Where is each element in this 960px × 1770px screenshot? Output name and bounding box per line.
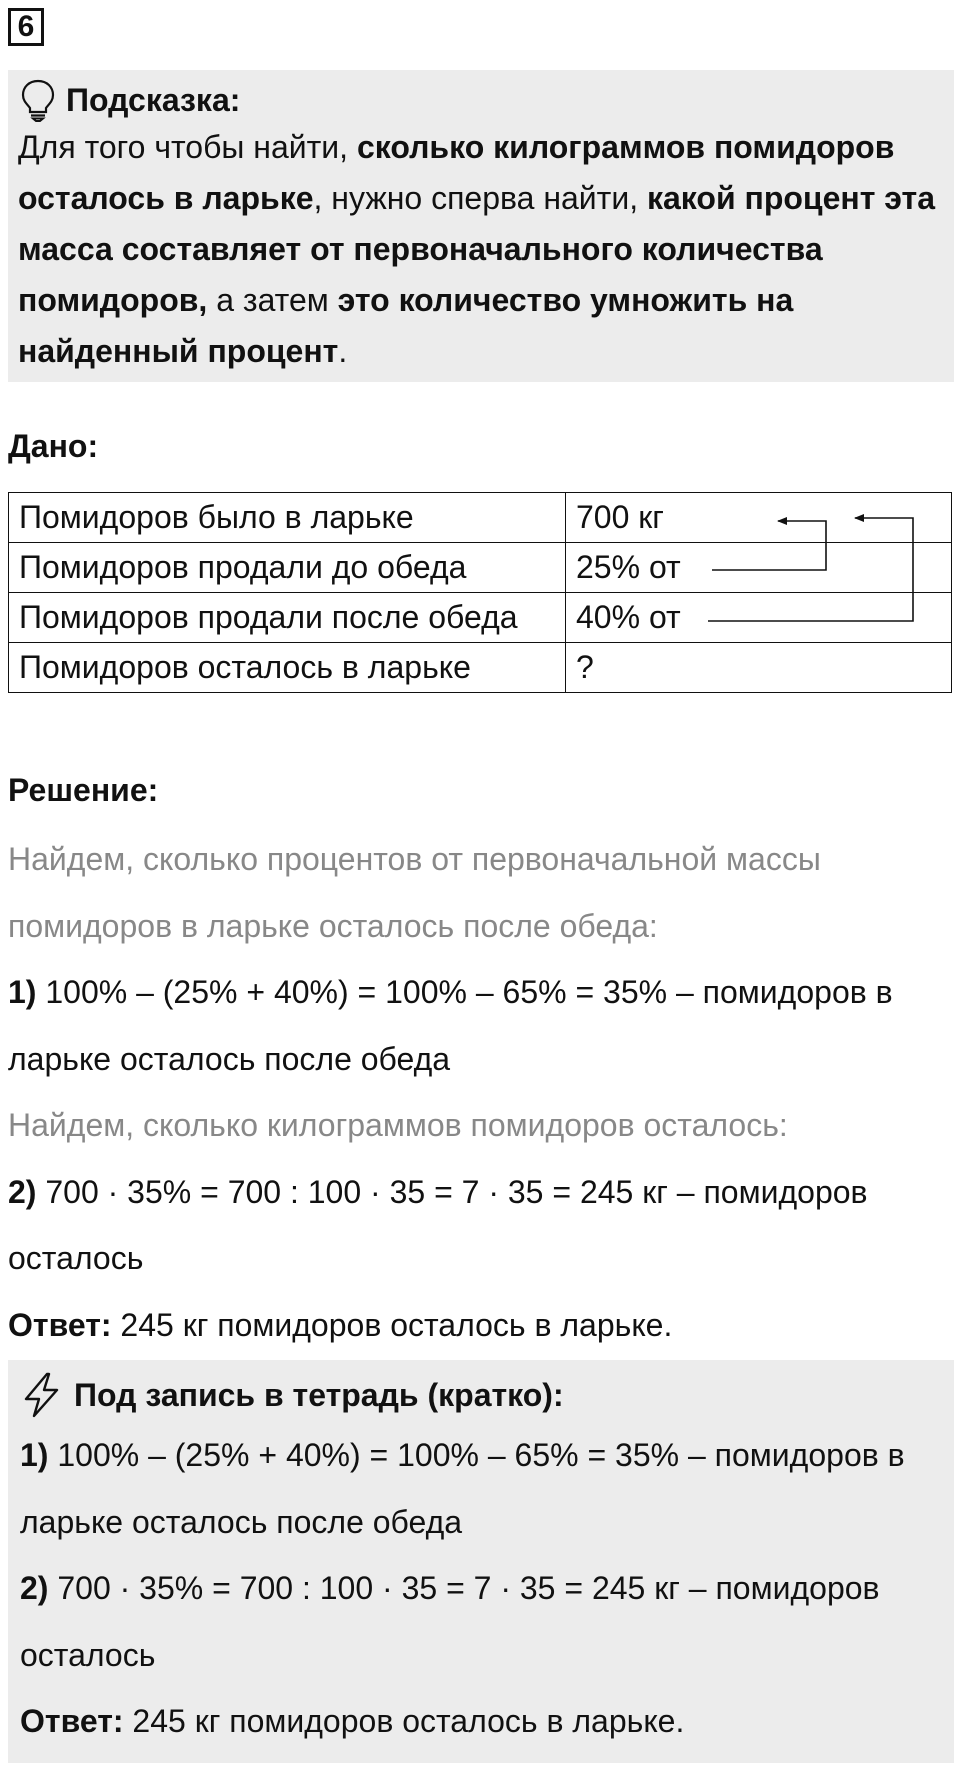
given-title: Дано: xyxy=(8,428,99,464)
short-title: Под запись в тетрадь (кратко): xyxy=(74,1376,564,1413)
given-value: 25% от xyxy=(566,543,952,593)
hint-bold-3: это количество умножить на найденный процент xyxy=(18,282,794,369)
given-label: Помидоров продали до обеда xyxy=(9,543,566,593)
short-step-2-text: 700 · 35% = 700 : 100 · 35 = 7 · 35 = 245 кг – помидоров осталось xyxy=(20,1570,880,1673)
solution-step-1 xyxy=(8,959,938,1092)
solution-title: Решение: xyxy=(8,772,159,808)
lightning-icon xyxy=(20,1372,64,1418)
table-row xyxy=(9,593,952,643)
hint-bold-1: сколько килограммов помидоров осталось в ларьке xyxy=(18,129,895,216)
short-header xyxy=(20,1368,944,1422)
task-number: 6 xyxy=(8,8,44,46)
hint-box xyxy=(8,70,954,382)
short-step-1-text: 100% – (25% + 40%) = 100% – 65% = 35% – помидоров в ларьке осталось после обеда xyxy=(20,1437,905,1540)
solution-answer xyxy=(8,1292,938,1359)
solution-intro-1: Найдем, сколько процентов от первоначальной массы помидоров в ларьке осталось после обеда: xyxy=(8,841,821,944)
given-label: Помидоров продали после обеда xyxy=(9,593,566,643)
short-body xyxy=(20,1422,944,1755)
short-step-1 xyxy=(20,1422,944,1555)
short-step-1-number: 1) xyxy=(20,1437,49,1473)
step-1-text: 100% – (25% + 40%) = 100% – 65% = 35% – помидоров в ларьке осталось после обеда xyxy=(8,974,893,1077)
solution-body xyxy=(8,826,938,1358)
answer-label: Ответ: xyxy=(8,1306,112,1343)
step-1-number: 1) xyxy=(8,974,37,1010)
hint-text-2: , нужно сперва найти, xyxy=(313,180,647,216)
lightbulb-icon xyxy=(18,78,58,122)
given-label: Помидоров было в ларьке xyxy=(9,493,566,543)
solution-step-2 xyxy=(8,1159,938,1292)
solution-intro-2: Найдем, сколько килограммов помидоров осталось: xyxy=(8,1107,788,1143)
short-notes-box xyxy=(8,1360,954,1763)
short-step-2-number: 2) xyxy=(20,1570,49,1606)
table-row xyxy=(9,643,952,693)
table-row xyxy=(9,493,952,543)
hint-title: Подсказка: xyxy=(66,81,241,118)
hint-text-4: . xyxy=(338,333,348,369)
given-label: Помидоров осталось в ларьке xyxy=(9,643,566,693)
given-value: ? xyxy=(566,643,952,693)
short-answer xyxy=(20,1688,944,1755)
short-step-2 xyxy=(20,1555,944,1688)
hint-header xyxy=(18,78,944,122)
step-2-text: 700 · 35% = 700 : 100 · 35 = 7 · 35 = 245 кг – помидоров осталось xyxy=(8,1173,868,1276)
given-value: 40% от xyxy=(566,593,952,643)
hint-bold-2: какой процент эта масса составляет от первоначального количества помидоров, xyxy=(18,180,935,318)
short-answer-text: 245 кг помидоров осталось в ларьке. xyxy=(123,1703,685,1739)
hint-text-1: Для того чтобы найти, xyxy=(18,129,357,165)
given-value: 700 кг xyxy=(566,493,952,543)
hint-text xyxy=(18,122,944,377)
given-table xyxy=(8,492,952,693)
answer-text: 245 кг помидоров осталось в ларьке. xyxy=(111,1306,673,1343)
step-2-number: 2) xyxy=(8,1173,37,1210)
hint-text-3: а затем xyxy=(207,282,338,318)
table-row xyxy=(9,543,952,593)
short-answer-label: Ответ: xyxy=(20,1703,124,1739)
